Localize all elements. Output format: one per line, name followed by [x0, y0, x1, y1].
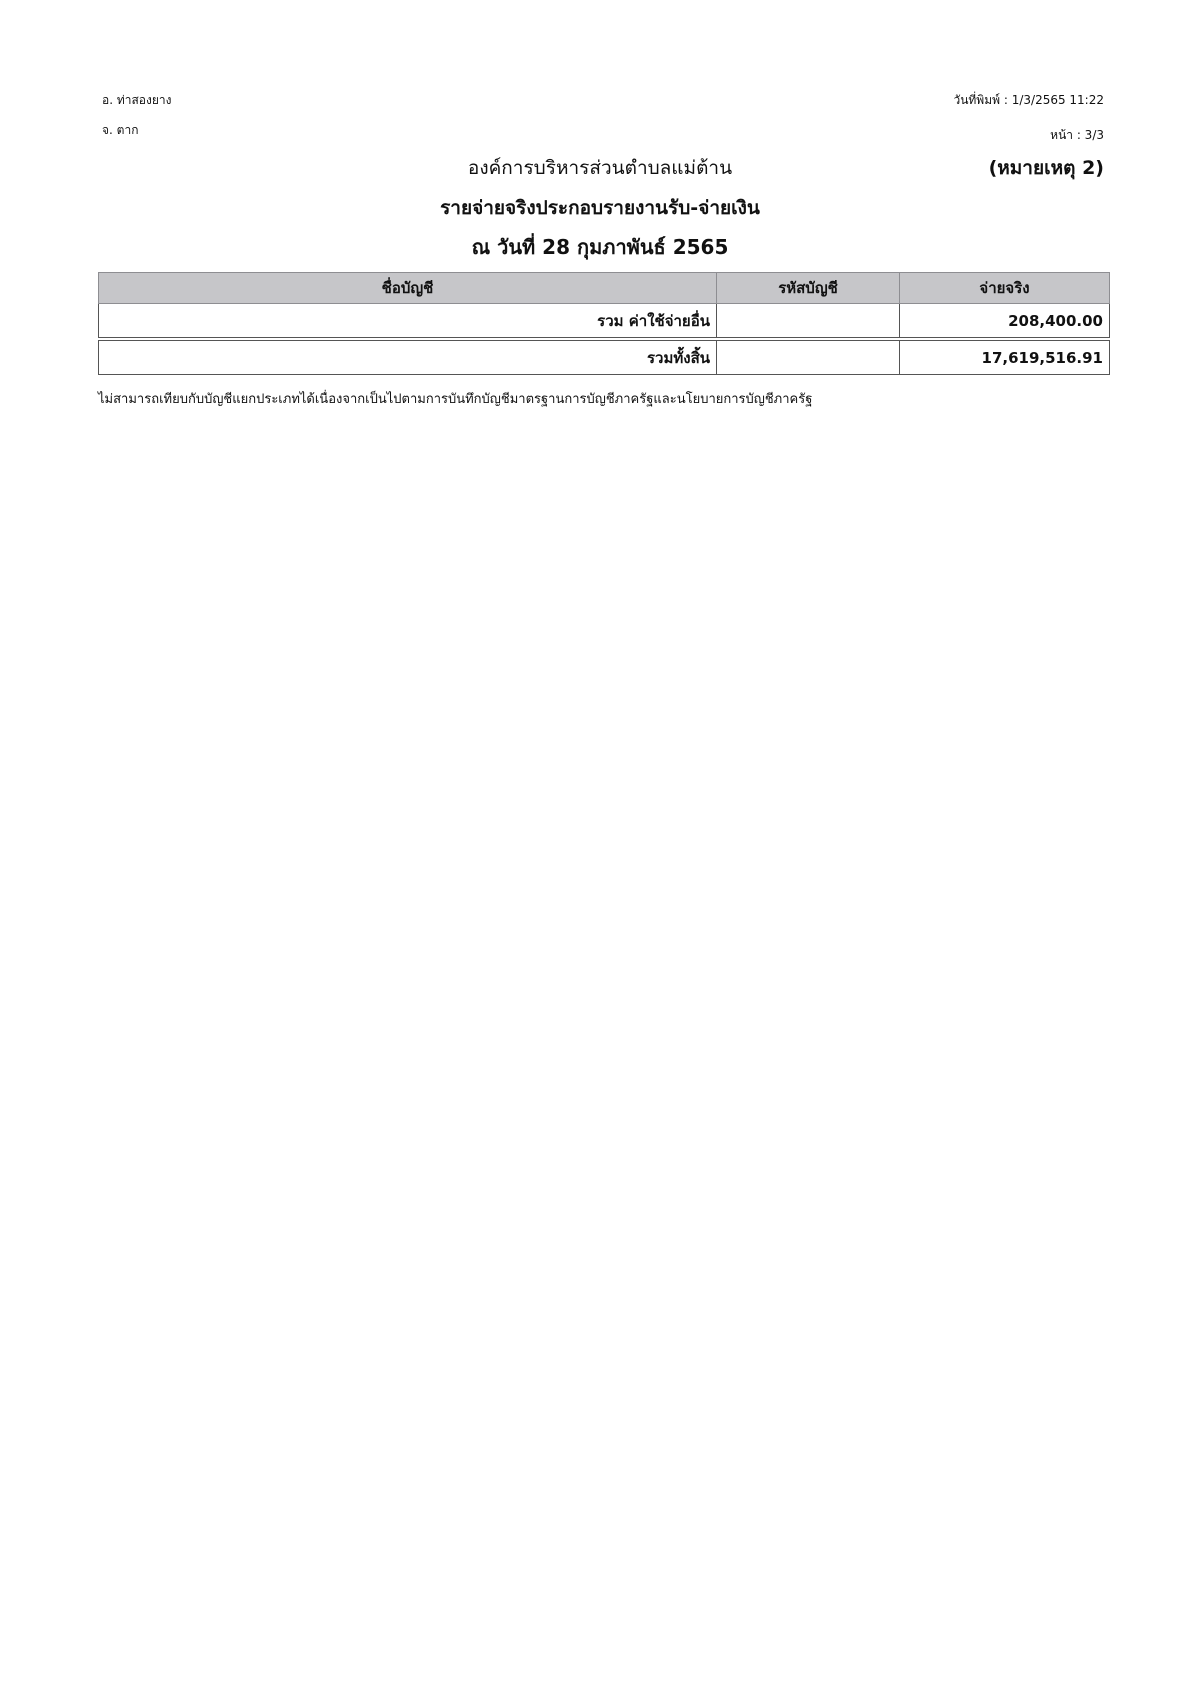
report-date: ณ วันที่ 28 กุมภาพันธ์ 2565 — [471, 235, 729, 259]
table-row — [99, 304, 1110, 338]
column-header-actual-paid: จ่ายจริง — [900, 273, 1110, 304]
table-row-total — [99, 341, 1110, 375]
province-label: จ. ตาก — [102, 123, 139, 137]
account-code-cell — [717, 304, 900, 338]
account-code-cell — [717, 341, 900, 375]
district-label: อ. ท่าสองยาง — [102, 93, 172, 107]
account-name-cell: รวม ค่าใช้จ่ายอื่น — [99, 304, 717, 338]
expenditure-table — [98, 272, 1110, 375]
amount-cell: 17,619,516.91 — [900, 341, 1110, 375]
page-number: หน้า : 3/3 — [1050, 128, 1104, 142]
table-header-row — [99, 273, 1110, 304]
note-reference: (หมายเหตุ 2) — [988, 157, 1104, 179]
report-title: รายจ่ายจริงประกอบรายงานรับ-จ่ายเงิน — [440, 197, 760, 219]
amount-cell: 208,400.00 — [900, 304, 1110, 338]
account-name-cell: รวมทั้งสิ้น — [99, 341, 717, 375]
print-date: วันที่พิมพ์ : 1/3/2565 11:22 — [953, 93, 1104, 107]
footnote: ไม่สามารถเทียบกับบัญชีแยกประเภทได้เนื่องจากเป็นไปตามการบันทึกบัญชีมาตรฐานการบัญชีภาครัฐและนโยบายการบัญชีภาครัฐ — [98, 392, 813, 407]
organization-name: องค์การบริหารส่วนตำบลแม่ต้าน — [467, 157, 733, 179]
column-header-account-name: ชื่อบัญชี — [99, 273, 717, 304]
column-header-account-code: รหัสบัญชี — [717, 273, 900, 304]
